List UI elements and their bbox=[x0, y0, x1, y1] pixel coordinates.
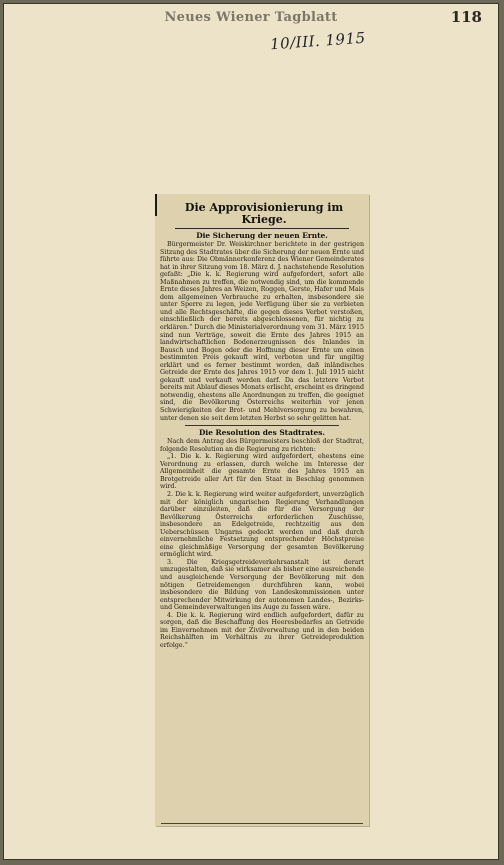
resolution-item-3: 3. Die Kriegsgetreideverkehrsanstalt ist derart umzugestalten, daß sie wirksamer als bisher eine ausreichende und ausgleichende Versorgung der Bevölkerung mit den nötigen Getreidemengen durchführen kann, wobei insbesondere die Bildung von Landeskommissionen unter entsprechender Mitwirkung der autonomen Landes-, Bezirks- und Gemeindeverwaltungen ins Auge zu fassen wäre. bbox=[160, 558, 364, 612]
resolution-item-2: 2. Die k. k. Regierung wird weiter aufgefordert, unverzüglich mit der königlich ungarischen Regierung Verhandlungen darüber einzuleiten, daß die für die Versorgung der Bevölkerung Österreichs erforderlichen Zuschüsse, insbesondere an Edelgetreide, rechtzeitig aus den Ueberschüssen Ungarns gedeckt werden und daß durch einvernehmliche Festsetzung entsprechender Höchstpreise eine gleichmäßige Versorgung der gesamten Bevölkerung ermöglicht wird. bbox=[160, 490, 364, 559]
article-paragraph: Bürgermeister Dr. Weiskirchner berichtete in der gestrigen Sitzung des Stadtrates über die Sicherung der neuen Ernte und führte aus: Die Obmännerkonferenz des Wiener Gemeinderates hat in ihrer Sitzung vom 18. März d. J. nachstehende Resolution gefaßt: „Die k. k. Regierung wird aufgefordert, sofort alle Maßnahmen zu treffen, die notwendig sind, um die kommende Ernte dieses Jahres an Weizen, Roggen, Gerste, Hafer und Mais dem allgemeinen Verbrauche zu erhalten, insbesondere sie unter Sperre zu legen, jede Verfügung über sie zu verbieten und alle Rechtsgeschäfte, die gegen dieses Verbot verstoßen, einschließlich der bereits abgeschlossenen, für nichtig zu erklären.“ Durch die Ministerialverordnung vom 31. März 1915 sind nun Verträge, soweit die Ernte des Jahres 1915 an landwirtschaftlichen Bodenerzeugnissen des Inlandes in Bausch und Bogen oder die Hoffnung dieser Ernte um einen bestimmten Preis gekauft wird, verboten und für ungiltig erklärt und es ferner bestimmt worden, daß inländisches Getreide der Ernte des Jahres 1915 vor dem 1. Juli 1915 nicht gekauft und verkauft werden darf. Da das letztere Verbot bereits mit Ablauf dieses Monats erlischt, erscheint es dringend notwendig, ehestens alle Anordnungen zu treffen, die geeignet sind, die Bevölkerung Österreichs weiterhin vor jenen Schwierigkeiten der Brot- und Mehlversorgung zu bewahren, unter denen sie seit dem letzten Herbst so sehr gelitten hat. bbox=[160, 241, 364, 422]
newspaper-clipping bbox=[155, 194, 369, 826]
clipping-edge-rule bbox=[155, 194, 157, 216]
headline-divider bbox=[175, 228, 349, 229]
clipping-bottom-rule bbox=[161, 823, 363, 824]
article-paragraph: Nach dem Antrag des Bürgermeisters beschloß der Stadtrat, folgende Resolution an die Regierung zu richten: bbox=[160, 438, 364, 453]
resolution-item-4: 4. Die k. k. Regierung wird endlich aufgefordert, dafür zu sorgen, daß die Beschaffung des Heeresbedarfes an Getreide im Einvernehmen mit der Zivilverwaltung und in den beiden Reichshälften im Verhältnis zu ihrer Getreideproduktion erfolge.“ bbox=[160, 611, 364, 649]
newspaper-masthead: Neues Wiener Tagblatt bbox=[164, 10, 338, 25]
resolution-item-1: „1. Die k. k. Regierung wird aufgefordert, ehestens eine Verordnung zu erlassen, durch welche im Interesse der Allgemeinheit die gesamte Ernte des Jahres 1915 an Brotgetreide aller Art für den Staat in Beschlag genommen wird. bbox=[160, 453, 364, 491]
document-page bbox=[3, 3, 499, 860]
section-subhead-2: Die Resolution des Stadtrates. bbox=[199, 428, 325, 438]
article-headline: Die Approvisionierung im Kriege. bbox=[184, 201, 344, 226]
section-subhead-1: Die Sicherung der neuen Ernte. bbox=[196, 231, 328, 240]
section-divider bbox=[185, 425, 339, 426]
page-number: 118 bbox=[450, 8, 482, 26]
handwritten-date: 10/III. 1915 bbox=[269, 28, 367, 54]
